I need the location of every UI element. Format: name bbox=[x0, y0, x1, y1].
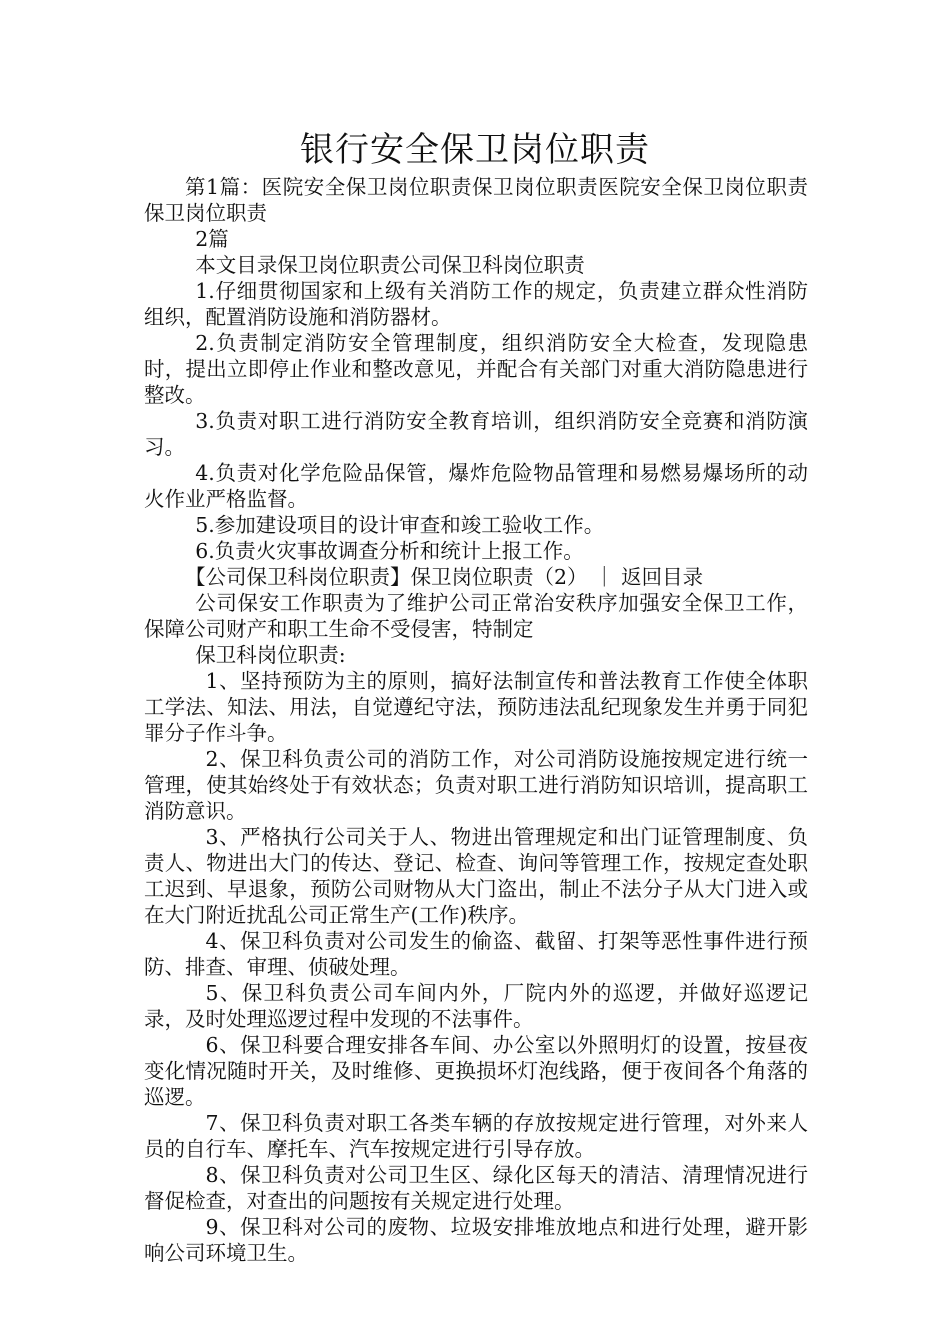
paragraph-9: 6.负责火灾事故调查分析和统计上报工作。 bbox=[195, 539, 584, 563]
paragraph-7: 4.负责对化学危险品保管，爆炸危险物品管理和易燃易爆场所的动火作业严格监督。 bbox=[144, 461, 808, 511]
paragraph-14: 2、保卫科负责公司的消防工作，对公司消防设施按规定进行统一管理，使其始终处于有效状态；负责对职工进行消防知识培训，提高职工消防意识。 bbox=[144, 747, 808, 823]
paragraph-4: 1.仔细贯彻国家和上级有关消防工作的规定，负责建立群众性消防组织，配置消防设施和消防器材。 bbox=[144, 279, 808, 329]
paragraph-6: 3.负责对职工进行消防安全教育培训，组织消防安全竞赛和消防演习。 bbox=[144, 409, 808, 459]
paragraph-11: 公司保安工作职责为了维护公司正常治安秩序加强安全保卫工作，保障公司财产和职工生命不受侵害，特制定 bbox=[144, 591, 808, 641]
paragraph-21: 9、保卫科对公司的废物、垃圾安排堆放地点和进行处理，避开影响公司环境卫生。 bbox=[144, 1215, 808, 1265]
paragraph-2: 2篇 bbox=[195, 227, 229, 251]
document-title: 银行安全保卫岗位职责 bbox=[300, 130, 650, 170]
paragraph-18: 6、保卫科要合理安排各车间、办公室以外照明灯的设置，按昼夜变化情况随时开关，及时维修、更换损坏灯泡线路，便于夜间各个角落的巡逻。 bbox=[144, 1033, 808, 1109]
paragraph-1: 第1篇：医院安全保卫岗位职责保卫岗位职责医院安全保卫岗位职责保卫岗位职责 bbox=[144, 175, 808, 225]
paragraph-16: 4、保卫科负责对公司发生的偷盗、截留、打架等恶性事件进行预防、排查、审理、侦破处理。 bbox=[144, 929, 808, 979]
paragraph-5: 2.负责制定消防安全管理制度，组织消防安全大检查，发现隐患时，提出立即停止作业和整改意见，并配合有关部门对重大消防隐患进行整改。 bbox=[144, 331, 808, 407]
paragraph-8: 5.参加建设项目的设计审查和竣工验收工作。 bbox=[195, 513, 605, 537]
paragraph-17: 5、保卫科负责公司车间内外，厂院内外的巡逻，并做好巡逻记录，及时处理巡逻过程中发现的不法事件。 bbox=[144, 981, 808, 1031]
paragraph-13: 1、坚持预防为主的原则，搞好法制宣传和普法教育工作使全体职工学法、知法、用法，自觉遵纪守法，预防违法乱纪现象发生并勇于同犯罪分子作斗争。 bbox=[144, 669, 808, 745]
paragraph-12: 保卫科岗位职责: bbox=[195, 643, 346, 667]
paragraph-10: 【公司保卫科岗位职责】保卫岗位职责（2） ｜ 返回目录 bbox=[185, 565, 704, 589]
paragraph-15: 3、严格执行公司关于人、物进出管理规定和出门证管理制度、负责人、物进出大门的传达、登记、检查、询问等管理工作，按规定查处职工迟到、早退象，预防公司财物从大门盗出，制止不法分子从大门进入或在大门附近扰乱公司正常生产(工作)秩序。 bbox=[144, 825, 808, 927]
document-body bbox=[144, 174, 808, 1266]
paragraph-3: 本文目录保卫岗位职责公司保卫科岗位职责 bbox=[195, 253, 585, 277]
paragraph-19: 7、保卫科负责对职工各类车辆的存放按规定进行管理，对外来人员的自行车、摩托车、汽车按规定进行引导存放。 bbox=[144, 1111, 808, 1161]
paragraph-20: 8、保卫科负责对公司卫生区、绿化区每天的清洁、清理情况进行督促检查，对查出的问题按有关规定进行处理。 bbox=[144, 1163, 808, 1213]
